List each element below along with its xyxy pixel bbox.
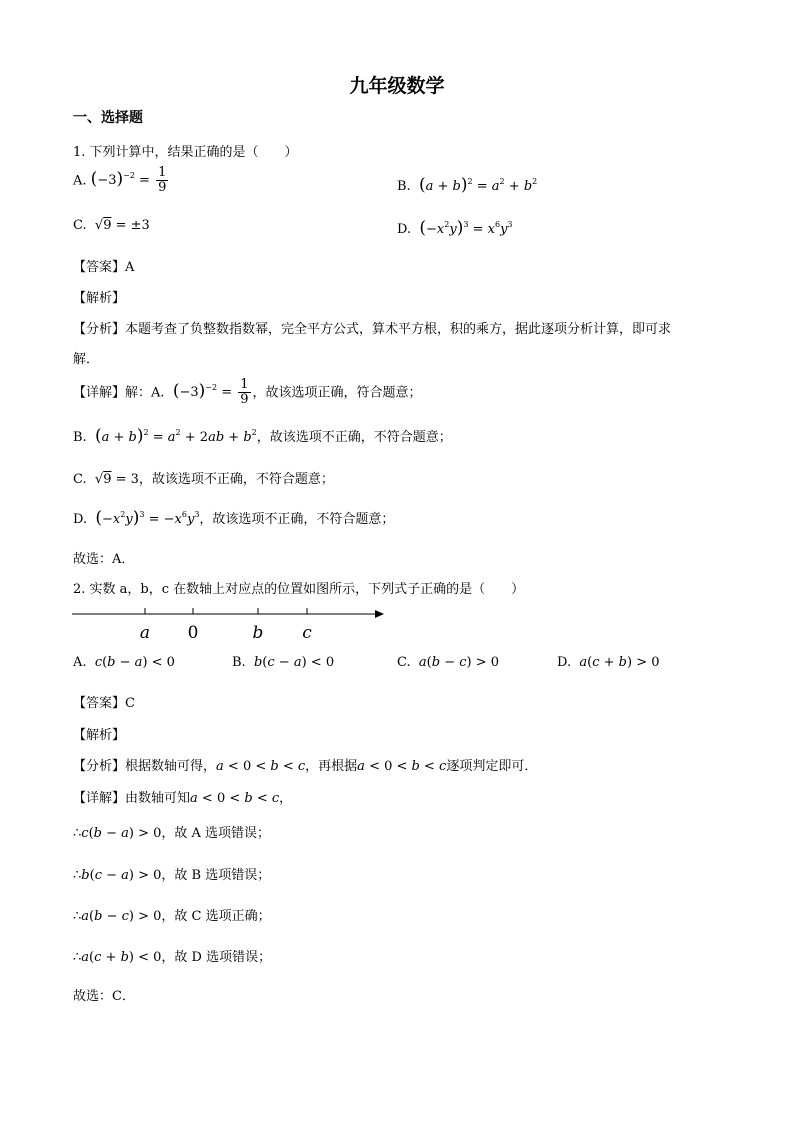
q2-stem: 2. 实数 a，b，c 在数轴上对应点的位置如图所示，下列式子正确的是（ ） — [73, 582, 525, 597]
q1-detail-d — [73, 508, 394, 528]
q1-stem: 1. 下列计算中，结果正确的是（ ） — [73, 145, 298, 160]
q2-answer: 【答案】C — [73, 696, 135, 711]
q1-detail-d-formula: $(-x^2y)^3 = -x^6y^3$ — [95, 508, 200, 528]
q2-option-c-formula: a(b − c) > 0 — [418, 655, 500, 670]
q2-step-1 — [73, 822, 270, 841]
q1-option-b-formula: $(a + b)^2 = a^2 + b^2$ — [418, 175, 538, 195]
q1-option-c — [73, 218, 150, 233]
q2-step-2 — [73, 864, 270, 883]
axis-label-a: a — [139, 623, 151, 643]
q2-step-3-formula: ∴a(b − c) > 0 — [73, 909, 162, 924]
q2-step-3 — [73, 905, 271, 924]
q1-detail-c-label: C. — [73, 472, 87, 487]
q2-step-2-formula: ∴b(c − a) > 0 — [73, 868, 162, 883]
q1-detail-a — [73, 378, 422, 408]
q2-conclusion: 故选：C． — [73, 989, 135, 1004]
q2-analysis-prefix: 【分析】根据数轴可得， — [73, 759, 217, 774]
q1-analysis-line2: 解． — [73, 352, 100, 367]
q1-option-c-label: C. — [73, 218, 87, 233]
q2-option-a-label: A. — [73, 655, 87, 670]
number-line — [72, 604, 392, 644]
q1-option-d-label: D. — [397, 222, 412, 237]
q2-detail — [73, 787, 292, 806]
q2-analysis-suffix: 逐项判定即可． — [446, 759, 538, 774]
q2-analysis-ineq1: a < 0 < b < c — [216, 759, 306, 774]
q2-step-3-suffix: ，故 C 选项正确； — [161, 909, 271, 924]
q1-detail-d-label: D. — [73, 512, 88, 527]
q2-step-4 — [73, 946, 271, 965]
q2-option-b-formula: b(c − a) < 0 — [253, 655, 335, 670]
q2-jiexi: 【解析】 — [73, 728, 126, 743]
q1-detail-b-suffix: ，故该选项不正确，不符合题意； — [256, 430, 452, 445]
q1-conclusion: 故选：A． — [73, 552, 135, 567]
q1-detail-d-suffix: ，故该选项不正确，不符合题意； — [199, 512, 395, 527]
q2-step-2-suffix: ，故 B 选项错误； — [161, 868, 271, 883]
q1-detail-prefix: 【详解】解：A. — [73, 385, 165, 401]
page-title: 九年级数学 — [349, 75, 445, 97]
q1-option-a — [73, 166, 170, 196]
q2-analysis — [73, 755, 537, 774]
q2-option-c-label: C. — [397, 655, 411, 670]
q1-option-b-label: B. — [397, 179, 411, 194]
q1-detail-a-suffix: ，故该选项正确，符合题意； — [252, 385, 422, 401]
q1-detail-c-suffix: ，故该选项不正确，不符合题意； — [138, 472, 334, 487]
q1-detail-c-formula: √9 = 3 — [90, 472, 139, 487]
q1-answer: 【答案】A — [73, 260, 135, 275]
q2-step-4-suffix: ，故 D 选项错误； — [161, 950, 272, 965]
q1-analysis-line1: 【分析】本题考查了负整数指数幂，完全平方公式，算术平方根，积的乘方，据此逐项分析计算，即可求 — [73, 322, 672, 337]
q1-detail-c — [73, 468, 334, 487]
q1-detail-b — [73, 426, 452, 446]
q2-detail-ineq: a < 0 < b < c — [190, 791, 280, 806]
q2-analysis-ineq2: a < 0 < b < c — [357, 759, 447, 774]
q1-option-b — [397, 175, 537, 195]
q2-detail-prefix: 【详解】由数轴可知 — [73, 791, 191, 806]
q2-option-b — [232, 655, 334, 670]
q2-option-a-formula: c(b − a) < 0 — [94, 655, 175, 670]
q2-option-d — [557, 655, 660, 670]
number-line-arrow-icon — [375, 610, 384, 618]
q2-option-c — [397, 655, 499, 670]
section-heading: 一、选择题 — [73, 110, 143, 126]
q2-step-1-formula: ∴c(b − a) > 0 — [73, 826, 162, 841]
q2-option-d-formula: a(c + b) > 0 — [579, 655, 660, 670]
q1-option-c-formula: √9 = ±3 — [90, 218, 150, 233]
q1-option-d — [397, 218, 513, 238]
q1-option-a-label: A. — [73, 173, 87, 189]
q2-step-1-suffix: ，故 A 选项错误； — [161, 826, 271, 841]
q2-option-a — [73, 655, 175, 670]
q1-option-d-formula: $(-x^2y)^3 = x^6y^3$ — [419, 218, 513, 238]
axis-label-c: c — [302, 623, 312, 643]
axis-label-0: 0 — [187, 623, 199, 643]
q1-option-a-formula: $(-3)^{-2}$ = $\frac{1}{9}$ — [90, 165, 167, 196]
q1-detail-b-formula: $(a + b)^2 = a^2 + 2ab + b^2$ — [94, 426, 257, 446]
q1-detail-b-label: B. — [73, 430, 87, 445]
q1-detail-a-formula: $(-3)^{-2}$ = $\frac{1}{9}$ — [172, 377, 249, 408]
q2-option-d-label: D. — [557, 655, 572, 670]
q2-analysis-mid: ，再根据 — [305, 759, 358, 774]
axis-label-b: b — [252, 623, 264, 643]
q2-step-4-formula: ∴a(c + b) < 0 — [73, 950, 162, 965]
q1-jiexi: 【解析】 — [73, 291, 126, 306]
q2-option-b-label: B. — [232, 655, 246, 670]
q2-detail-suffix: ， — [279, 791, 293, 806]
